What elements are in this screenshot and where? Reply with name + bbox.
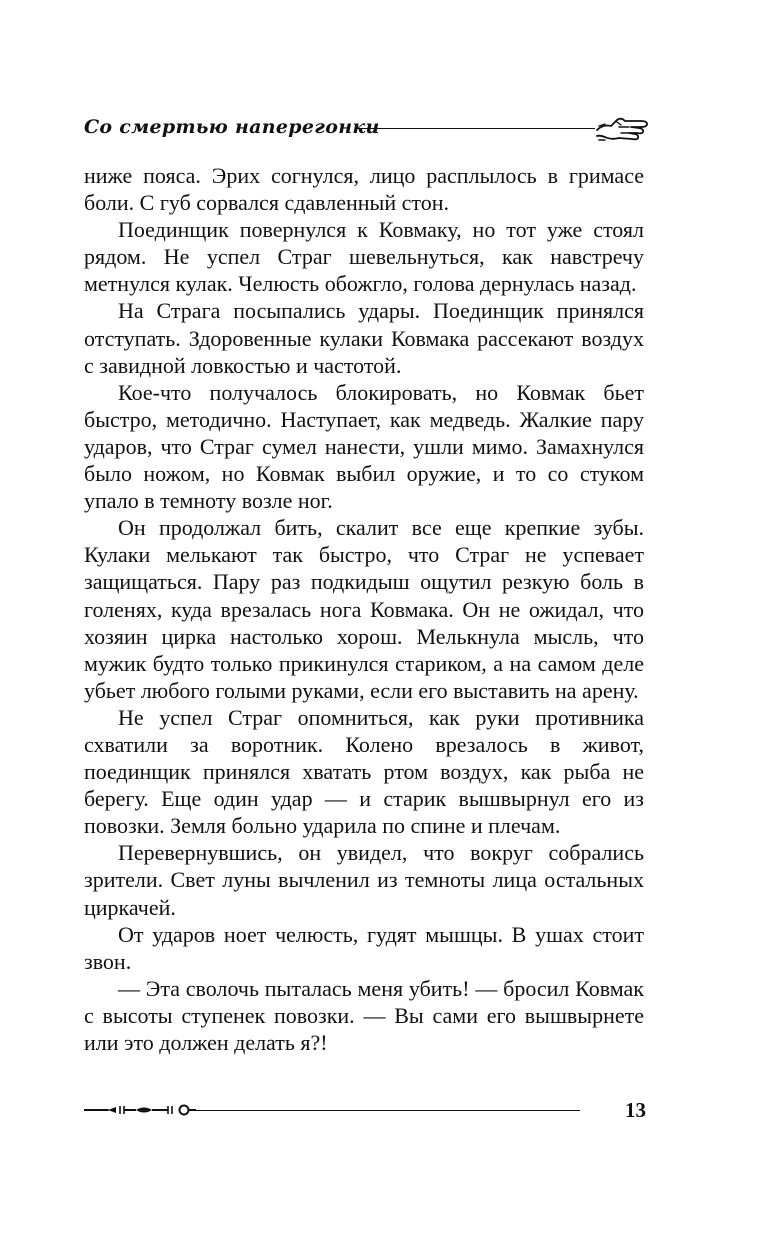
paragraph: От ударов ноет челюсть, гудят мышцы. В ушах стоит звон. [84, 921, 644, 974]
paragraph: Он продолжал бить, скалит все еще крепкие зубы. Кулаки мелькают так быстро, что Страг не успевает защищаться. Пару раз подкидыш ощутил резкую боль в голенях, куда врезалась нога Ковмака. Он не ожидал, что хозяин цирка настолько хорош. Мелькнула мысль, что мужик будто только прикинулся стариком, а на самом деле убьет любого голыми руками, если его выставить на арену. [84, 515, 644, 703]
running-header-title: Со смертью наперегонки [84, 116, 380, 138]
paragraph: ниже пояса. Эрих согнулся, лицо расплылось в гримасе боли. С губ сорвался сдавленный стон. [84, 163, 644, 216]
paragraph: Не успел Страг опомниться, как руки противника схватили за воротник. Колено врезалось в живот, поединщик принялся хватать ртом воздух, как рыба не берегу. Еще один удар — и старик вышвырнул его из повозки. Земля больно ударила по спине и плечам. [84, 704, 644, 839]
paragraph: Кое-что получалось блокировать, но Ковмак бьет быстро, методично. Наступает, как медведь. Жалкие пару ударов, что Страг сумел нанести, ушли мимо. Замахнулся было ножом, но Ковмак выбил оружие, и то со стуком упало в темноту возле ног. [84, 379, 644, 514]
paragraph: На Страга посыпались удары. Поединщик принялся отступать. Здоровенные кулаки Ковмака рассекают воздух с завидной ловкостью и частотой. [84, 298, 644, 378]
paragraph: Перевернувшись, он увидел, что вокруг собрались зрители. Свет луны вычленил из темноты лица остальных циркачей. [84, 840, 644, 920]
header-rule [359, 128, 595, 129]
running-header [84, 112, 652, 148]
body-text [84, 162, 644, 1056]
footer-rule [194, 1110, 580, 1111]
pointing-hand-icon [595, 112, 651, 144]
page-number: 13 [625, 1098, 646, 1122]
page-footer [84, 1100, 646, 1124]
decorative-ornament-icon [84, 1102, 196, 1118]
paragraph: Поединщик повернулся к Ковмаку, но тот уже стоял рядом. Не успел Страг шевельнуться, как навстречу метнулся кулак. Челюсть обожгло, голова дернулась назад. [84, 217, 644, 297]
paragraph: — Эта сволочь пыталась меня убить! — бросил Ковмак с высоты ступенек повозки. — Вы сами его вышвырнете или это должен делать я?! [84, 975, 644, 1055]
